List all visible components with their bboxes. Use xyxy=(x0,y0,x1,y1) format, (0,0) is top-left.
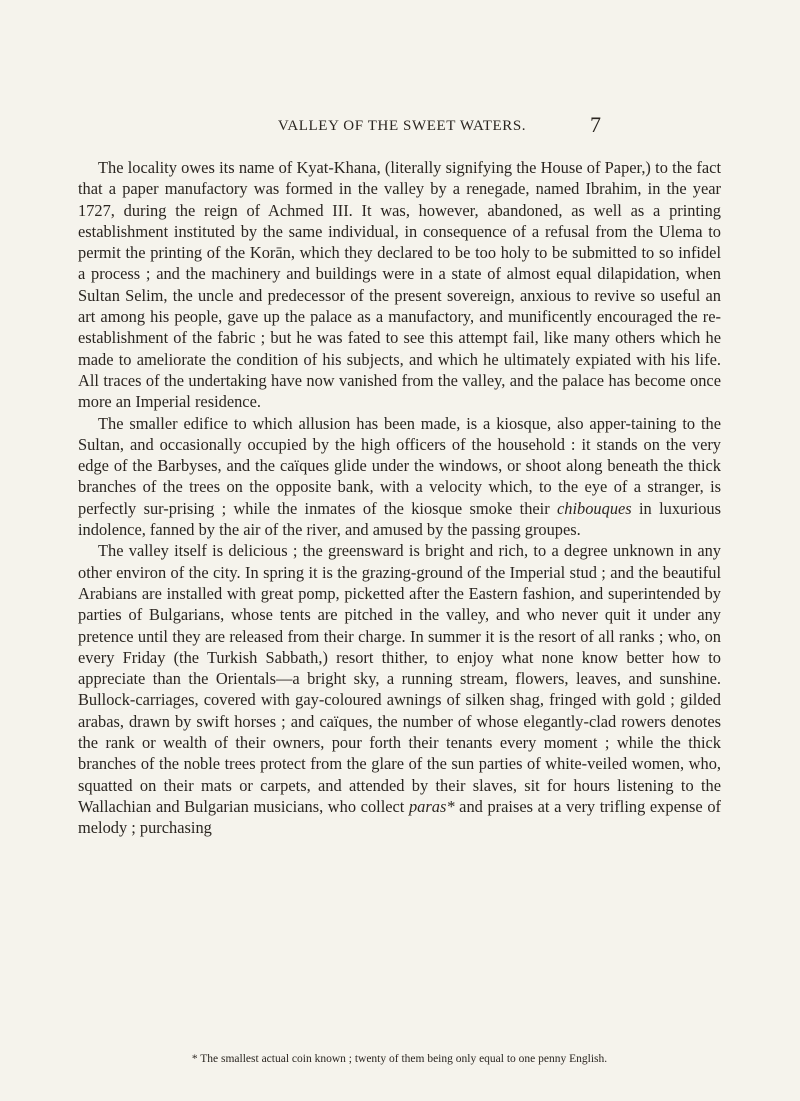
page-number: 7 xyxy=(590,112,601,137)
paragraph-2 xyxy=(78,413,721,541)
paragraph-2-italic: chibouques xyxy=(557,498,632,518)
paragraph-2-text-a: The smaller edifice to which allusion has been made, is a kiosque, also apper-taining to the Sultan, and occasionally occupied by the high officers of the household : it stands on the very edge of the Barbyses, and the caïques glide under the windows, or shoot along beneath the thick branches of the trees on the opposite bank, with a velocity which, to the eye of a stranger, is perfectly sur-prising ; while the inmates of the kiosque smoke their xyxy=(78,413,721,518)
paragraph-3-text-b: and praises at a very trifling expense of melody ; purchasing xyxy=(78,796,721,838)
paragraph-1-text: The locality owes its name of Kyat-Khana, (literally signifying the House of Paper,) to the fact that a paper manufactory was formed in the valley by a renegade, named Ibrahim, in the year 1727, during the reign of Achmed III. It was, however, abandoned, as well as a printing establishment instituted by the same individual, in consequence of a refusal from the Ulema to permit the printing of the Korān, which they declared to be too holy to be submitted to so infidel a process ; and the machinery and buildings were in a state of almost equal dilapidation, when Sultan Selim, the uncle and predecessor of the present sovereign, anxious to revive so useful an art among his people, gave up the palace as a manufactory, and munificently encouraged the re-establishment of the fabric ; but he was fated to see this attempt fail, like many others which he made to ameliorate the condition of his subjects, and which he ultimately expiated with his life. All traces of the undertaking have now vanished from the valley, and the palace has become once more an Imperial residence. xyxy=(78,158,721,412)
running-head: VALLEY OF THE SWEET WATERS. xyxy=(277,118,527,134)
body-text xyxy=(78,157,721,839)
footnote: * The smallest actual coin known ; twenty of them being only equal to one penny English. xyxy=(191,1053,608,1065)
paragraph-3 xyxy=(78,540,721,838)
paragraph-3-italic: paras* xyxy=(408,796,455,816)
paragraph-3-text-a: The valley itself is delicious ; the greensward is bright and rich, to a degree unknown in any other environ of the city. In spring it is the grazing-ground of the Imperial stud ; and the beautiful Arabians are installed with great pomp, picketted after the Eastern fashion, and superintended by parties of Bulgarians, whose tents are pitched in the valley, and who never quit it under any pretence until they are released from their charge. In summer it is the resort of all ranks ; who, on every Friday (the Turkish Sabbath,) resort thither, to enjoy what none know better how to appreciate than the Orientals—a bright sky, a running stream, flowers, leaves, and sunshine. Bullock-carriages, covered with gay-coloured awnings of silken shag, fringed with gold ; gilded arabas, drawn by swift horses ; and caïques, the number of whose elegantly-clad rowers denotes the rank or wealth of their owners, pour forth their tenants every moment ; while the thick branches of the noble trees protect from the glare of the sun parties of white-veiled women, who, squatted on their mats or carpets, and attended by their slaves, sit for hours listening to the Wallachian and Bulgarian musicians, who collect xyxy=(78,541,721,816)
paragraph-1 xyxy=(78,157,721,413)
paragraph-2-text-b: in luxurious indolence, fanned by the air of the river, and amused by the passing groupes. xyxy=(78,498,721,540)
